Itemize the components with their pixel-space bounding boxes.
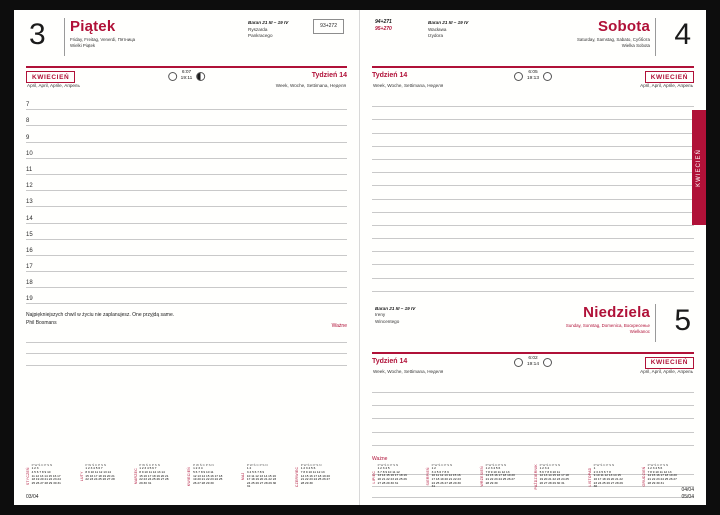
mini-calendar-row: 14 15 16 17 18 19 20 <box>485 473 515 478</box>
mini-calendar-row: 5 6 7 8 9 10 11 <box>539 469 561 474</box>
sunday-day-name-alt: Sunday, Sonntag, Domenica, Воскресенье Wielkanoc <box>565 322 650 334</box>
note-line[interactable] <box>372 134 694 147</box>
note-line[interactable] <box>372 252 694 265</box>
hour-row[interactable] <box>26 175 347 191</box>
left-day-number: 3 <box>29 18 46 51</box>
mini-calendar-row: 18 19 20 21 22 23 24 <box>31 477 61 482</box>
left-hour-lines <box>26 94 347 304</box>
saturday-day-header <box>372 18 694 64</box>
note-line[interactable] <box>372 213 694 226</box>
hour-row[interactable] <box>26 288 347 304</box>
hour-row[interactable] <box>26 240 347 256</box>
saturday-week-label: Tydzień 14 <box>372 72 408 79</box>
mini-calendar[interactable] <box>426 464 478 489</box>
saturday-day-name-alt: Saturday, Samstag, Sabato, Суббота Wielka Sobota <box>576 37 650 48</box>
left-month-alt: April, April, Aprile, Апрель <box>27 83 80 88</box>
mini-calendar-row: 21 22 23 24 25 26 27 <box>300 477 330 482</box>
mini-calendar-row: 1 2 3 4 5 6 <box>485 466 501 471</box>
mini-calendar-row: 1 2 3 4 5 <box>377 466 390 471</box>
note-line[interactable] <box>372 147 694 160</box>
note-line[interactable] <box>372 265 694 278</box>
mini-calendar-weekdays: P W Ś C P S N <box>377 462 399 467</box>
note-line[interactable] <box>372 406 694 419</box>
left-sun-times <box>168 70 206 82</box>
note-line[interactable] <box>372 279 694 292</box>
saturday-sun-times <box>514 70 552 82</box>
saturday-zodiac: Baran 21 III – 19 IV <box>428 20 469 25</box>
mini-calendar-row: 3 4 5 6 7 8 9 <box>431 469 449 474</box>
hour-label: 14 <box>26 215 33 222</box>
hour-label: 17 <box>26 264 33 271</box>
mini-calendar[interactable] <box>534 464 586 489</box>
sunday-lines <box>372 380 694 446</box>
note-line[interactable] <box>26 331 347 343</box>
left-zodiac: Baran 21 III – 19 IV <box>248 20 289 25</box>
mini-calendar-row: 28 29 30 <box>300 480 313 485</box>
mini-calendar-row: 28 29 30 31 <box>647 480 664 485</box>
hour-label: 15 <box>26 231 33 238</box>
mini-calendar-row: 13 14 15 16 17 18 19 <box>377 473 407 478</box>
mini-calendar-name: MAJ <box>241 472 246 481</box>
mini-calendar-row: 8 9 10 11 12 13 14 <box>139 470 165 475</box>
month-thumb-tab-label: KWIECIEŃ <box>696 148 703 187</box>
note-line[interactable] <box>372 419 694 432</box>
quote-text: Najpiękniejszych chwil w życiu nie zaplanujesz. One przyjdą same. <box>26 312 175 319</box>
saturday-names-1: Wacława <box>428 26 447 32</box>
mini-calendar-row: 19 20 21 22 23 24 25 <box>539 476 569 481</box>
hour-row[interactable] <box>26 143 347 159</box>
saturday-month-label: KWIECIEŃ <box>645 71 694 83</box>
mini-calendar-name: SIERPIEŃ <box>426 467 430 486</box>
mini-calendar-row: 30 <box>593 484 598 489</box>
mini-calendar-weekdays: P W Ś C P S N <box>139 462 160 467</box>
sunday-sun-times <box>514 356 552 368</box>
mini-calendar-weekdays: P W Ś C P S N <box>31 462 53 467</box>
moon-phase-icon <box>543 358 552 367</box>
mini-calendar-row: 28 29 30 <box>485 480 498 485</box>
saturday-names-2: Izydora <box>428 33 444 38</box>
mini-calendar-row: 29 30 31 <box>139 480 152 485</box>
month-thumb-tab[interactable] <box>692 110 706 225</box>
mini-calendar-row: 17 18 19 20 21 22 23 <box>431 476 461 481</box>
sunday-week-bar <box>372 352 694 378</box>
mini-calendar-row: 1 2 3 4 5 6 <box>300 466 316 471</box>
saturday-day-number: 4 <box>674 18 691 51</box>
note-line[interactable] <box>372 173 694 186</box>
mini-calendar-row: 7 8 9 10 11 12 13 <box>300 470 325 475</box>
mini-calendar-name: LISTOPAD <box>588 466 592 486</box>
left-mini-calendars <box>26 464 347 489</box>
mini-calendar-row: 1 2 <box>431 466 436 471</box>
mini-calendar-row: 12 13 14 15 16 17 18 <box>539 473 569 478</box>
saturday-week-alt: Week, Woche, Settimana, Неделя <box>373 83 444 88</box>
sunday-day-header <box>372 304 694 350</box>
hour-label: 19 <box>26 296 33 303</box>
mini-calendar-row: 19 20 21 22 23 24 25 <box>193 477 223 482</box>
mini-calendar-weekdays: P W Ś C P S N <box>485 462 507 467</box>
mini-calendar-row: 23 24 25 26 27 28 29 <box>593 480 623 485</box>
hour-row[interactable] <box>26 272 347 288</box>
mini-calendar-row: 1 2 3 4 <box>193 466 203 471</box>
hour-label: 18 <box>26 280 33 287</box>
mini-calendar-name: WRZESIEŃ <box>480 466 484 487</box>
hour-row[interactable] <box>26 159 347 175</box>
hour-label: 10 <box>26 150 33 157</box>
hour-row[interactable] <box>26 126 347 142</box>
mini-calendar-row: 14 15 16 17 18 19 20 <box>647 473 677 478</box>
mini-calendar-row: 15 16 17 18 19 20 21 <box>139 473 169 478</box>
mini-calendar-row: 25 26 27 28 29 30 31 <box>31 480 61 485</box>
diary-spread <box>14 10 706 505</box>
mini-calendar-row: 14 15 16 17 18 19 20 <box>300 473 330 478</box>
left-week-alt: Week, Woche, Settimana, Неделя <box>275 83 346 88</box>
mini-calendar-row: 26 27 28 29 30 31 <box>539 480 565 485</box>
sunday-day-name: Niedziela <box>583 303 650 321</box>
left-names-1: Ryszarda <box>248 26 268 32</box>
mini-calendar-row: 1 2 3 4 5 6 7 <box>85 466 103 471</box>
sunday-zodiac: Baran 21 III – 19 IV <box>375 305 416 311</box>
mini-calendar-name: LUTY <box>79 471 84 482</box>
hour-row[interactable] <box>26 191 347 207</box>
mini-calendar-weekdays: P W Ś C P S N <box>593 462 615 467</box>
mini-calendar-row: 10 11 12 13 14 15 16 <box>246 473 276 478</box>
mini-calendar-row: 6 7 8 9 10 11 12 <box>377 469 400 474</box>
note-line[interactable] <box>372 393 694 406</box>
sun-icon <box>514 72 523 81</box>
mini-calendar[interactable] <box>241 464 293 489</box>
mini-calendar-row: 17 18 19 20 21 22 23 <box>246 477 277 482</box>
mini-calendar-row: 1 2 3 4 5 6 <box>647 466 663 471</box>
note-line[interactable] <box>372 160 694 173</box>
mini-calendar-weekdays: P W Ś C P S N <box>647 462 669 467</box>
moon-phase-icon <box>196 72 205 81</box>
sunday-day-separator <box>655 304 656 342</box>
mini-calendar-name: STYCZEŃ <box>26 467 30 486</box>
mini-calendar-name: LIPIEC <box>372 470 376 483</box>
mini-calendar-row: 12 13 14 15 16 17 18 <box>193 473 223 478</box>
mini-calendar-row: 20 21 22 23 24 25 26 <box>377 476 407 481</box>
hour-label: 7 <box>26 102 30 109</box>
sun-icon <box>168 72 177 81</box>
note-line[interactable] <box>372 226 694 239</box>
note-line[interactable] <box>26 343 347 355</box>
mini-calendar-row: 21 22 23 24 25 26 27 <box>485 476 515 481</box>
hour-label: 13 <box>26 199 33 206</box>
mini-calendar-row: 1 2 3 4 <box>539 466 550 471</box>
saturday-month-alt: April, April, Aprile, Апрель <box>640 83 693 88</box>
mini-calendar-row: 1 2 3 4 5 6 7 <box>139 466 157 471</box>
sunday-week-alt: Week, Woche, Settimana, Неделя <box>373 368 444 374</box>
mini-calendar-row: 2 3 4 5 6 7 8 <box>593 469 611 474</box>
left-quote <box>26 312 347 330</box>
right-page <box>360 10 706 505</box>
sun-icon <box>514 358 523 367</box>
note-line[interactable] <box>26 354 347 366</box>
left-sunset: 19:11 <box>180 76 193 82</box>
left-day-separator <box>64 18 65 56</box>
left-day-header <box>26 18 347 64</box>
note-line[interactable] <box>372 239 694 252</box>
mini-calendar-row: 31 <box>246 484 251 489</box>
mini-calendar-name: GRUDZIEŃ <box>642 466 646 487</box>
sunday-sunset: 19:14 <box>526 362 540 368</box>
hour-row[interactable] <box>26 224 347 240</box>
note-line[interactable] <box>372 433 694 446</box>
mini-calendar-row: 7 8 9 10 11 12 13 <box>647 469 672 474</box>
mini-calendar-name: PAŹDZIERNIK <box>534 463 538 489</box>
mini-calendar[interactable] <box>372 464 424 489</box>
mini-calendar[interactable] <box>26 464 78 489</box>
mini-calendar-row: 26 27 28 29 30 <box>193 480 214 485</box>
mini-calendar[interactable] <box>80 464 132 489</box>
mini-calendar-row: 15 16 17 18 19 20 21 <box>85 473 115 478</box>
left-important-label: Ważne <box>331 323 347 330</box>
mini-calendar-weekdays: P W Ś C P S N <box>300 462 322 467</box>
moon-phase-icon <box>543 72 552 81</box>
left-daycount-box: 93+272 <box>313 19 344 34</box>
saturday-daycount-box: 94+271 95+270 <box>375 19 392 32</box>
mini-calendar[interactable] <box>480 464 532 489</box>
mini-calendar-row: 7 8 9 10 11 12 13 <box>485 469 510 474</box>
mini-calendar-weekdays: P W Ś C P S N <box>193 462 214 467</box>
mini-calendar-row: 5 6 7 8 9 10 11 <box>193 470 214 475</box>
sunday-week-label: Tydzień 14 <box>372 357 408 365</box>
mini-calendar-row: 31 <box>431 484 436 489</box>
left-zodiac-block <box>248 20 288 40</box>
hour-label: 11 <box>26 166 33 173</box>
mini-calendar-row: 16 17 18 19 20 21 22 <box>593 476 623 481</box>
mini-calendar-row: 1 <box>593 466 596 471</box>
quote-author: Phil Bosmans <box>26 319 57 326</box>
mini-calendar-row: 1 2 3 <box>31 466 39 471</box>
mini-calendar-row: 9 10 11 12 13 14 15 <box>593 473 621 478</box>
saturday-lines <box>372 94 694 292</box>
left-page <box>14 10 360 505</box>
left-week-bar <box>26 66 347 92</box>
mini-calendar[interactable] <box>642 464 694 489</box>
saturday-sunrise: 6:05 <box>528 70 538 75</box>
left-month-label: KWIECIEŃ <box>26 71 75 83</box>
mini-calendar-weekdays: P W Ś C P S N <box>85 462 107 467</box>
sunday-month-label: KWIECIEŃ <box>645 357 694 369</box>
saturday-sunset: 19:13 <box>526 76 540 82</box>
left-sunrise: 6:07 <box>181 70 192 75</box>
note-line[interactable] <box>372 186 694 199</box>
saturday-day-name: Sobota <box>597 18 650 35</box>
mini-calendar[interactable] <box>134 464 186 489</box>
sunday-month-alt: April, April, Aprile, Апрель <box>640 368 693 374</box>
sunday-names-1: Ireny <box>375 312 386 318</box>
mini-calendar-row: 10 11 12 13 14 15 16 <box>431 473 461 478</box>
hour-row[interactable] <box>26 94 347 110</box>
left-day-name-alt: Friday, Freitag, Venerdi, Пятница Wielki Piątek <box>70 37 136 48</box>
mini-calendar-row: 22 23 24 25 26 27 28 <box>85 477 115 482</box>
note-line[interactable] <box>372 120 694 133</box>
left-page-number: 03/04 <box>26 494 39 500</box>
sunday-day-number: 5 <box>674 303 691 337</box>
left-names-2: Pankracego <box>248 33 273 38</box>
left-week-label: Tydzień 14 <box>311 72 347 79</box>
hour-row[interactable] <box>26 256 347 272</box>
mini-calendar-weekdays: P W Ś C P S N <box>539 462 561 467</box>
hour-label: 12 <box>26 183 33 190</box>
left-notes <box>26 323 347 366</box>
mini-calendar-row: 1 2 <box>246 466 252 471</box>
hour-row[interactable] <box>26 110 347 126</box>
mini-calendar-row: 8 9 10 11 12 13 14 <box>85 470 111 475</box>
mini-calendar[interactable] <box>295 464 347 489</box>
hour-label: 16 <box>26 247 33 254</box>
note-line[interactable] <box>372 94 694 107</box>
mini-calendar-row: 4 5 6 7 8 9 10 <box>31 470 51 475</box>
sunday-zodiac-block <box>375 306 415 326</box>
mini-calendar[interactable] <box>588 464 640 489</box>
mini-calendar-row: 21 22 23 24 25 26 27 <box>647 476 677 481</box>
mini-calendar-weekdays: P W Ś C P S N <box>246 462 268 467</box>
mini-calendar-row: 24 25 26 27 28 29 30 <box>431 480 461 485</box>
saturday-week-bar <box>372 66 694 92</box>
right-mini-calendars <box>372 464 694 489</box>
mini-calendar-row: 27 28 29 30 31 <box>377 480 399 485</box>
note-line[interactable] <box>372 200 694 213</box>
mini-calendar-row: 22 23 24 25 26 27 28 <box>139 477 169 482</box>
right-important-label: Ważne <box>372 455 388 462</box>
mini-calendar-name: MARZEC <box>133 468 138 485</box>
left-day-name: Piątek <box>70 18 116 35</box>
saturday-zodiac-block <box>428 20 468 40</box>
mini-calendar-weekdays: P W Ś C P S N <box>431 462 453 467</box>
mini-calendar[interactable] <box>187 464 239 489</box>
hour-row[interactable] <box>26 207 347 223</box>
hour-label: 8 <box>26 118 30 125</box>
note-line[interactable] <box>372 107 694 120</box>
mini-calendar-row: 3 4 5 6 7 8 9 <box>246 470 265 475</box>
hour-label: 9 <box>26 134 30 141</box>
sunday-sunrise: 6:02 <box>528 355 538 361</box>
saturday-day-separator <box>655 18 656 56</box>
sunday-names-2: Wincentego <box>375 318 400 324</box>
note-line[interactable] <box>372 380 694 393</box>
mini-calendar-row: 11 12 13 14 15 16 17 <box>31 473 61 478</box>
mini-calendar-row: 24 25 26 27 28 29 30 <box>246 480 277 485</box>
mini-calendar-name: KWIECIEŃ <box>187 466 192 487</box>
right-page-number: 04/04 05/04 <box>681 487 694 500</box>
mini-calendar-name: CZERWIEC <box>295 466 300 487</box>
